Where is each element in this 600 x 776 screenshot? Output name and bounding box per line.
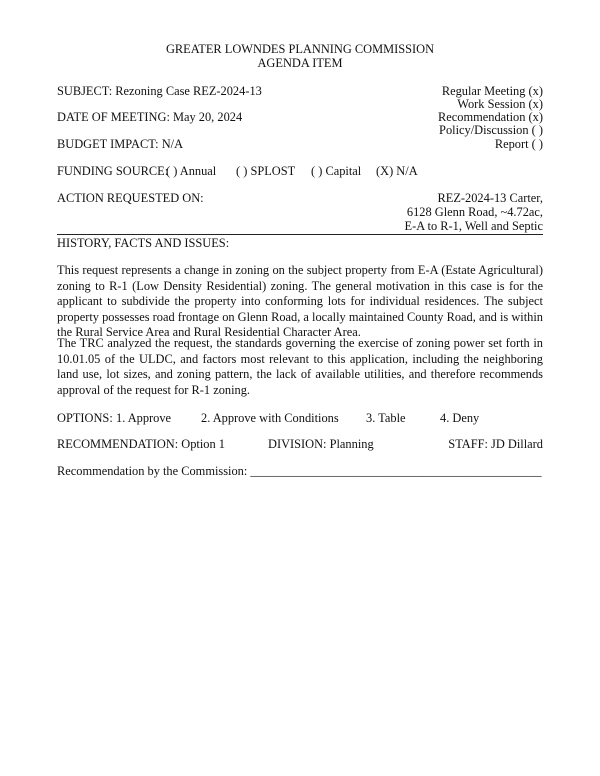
section-divider <box>57 234 543 235</box>
option-table: 3. Table <box>366 411 406 425</box>
staff: STAFF: JD Dillard <box>448 437 543 451</box>
history-heading: HISTORY, FACTS AND ISSUES: <box>57 236 230 250</box>
division: DIVISION: Planning <box>268 437 374 451</box>
option-deny: 4. Deny <box>440 411 480 425</box>
funding-source-label: FUNDING SOURCE: <box>57 164 169 178</box>
option-approve-with-conditions: 2. Approve with Conditions <box>201 411 339 425</box>
meeting-type-recommendation: Recommendation (x) <box>438 110 543 124</box>
option-approve: 1. Approve <box>116 411 172 425</box>
funding-option-splost: ( ) SPLOST <box>236 164 296 178</box>
meeting-type-report: Report ( ) <box>494 137 543 151</box>
commission-recommendation-line: Recommendation by the Commission: _______________________________________________ <box>57 464 542 478</box>
meeting-type-policy: Policy/Discussion ( ) <box>439 123 543 137</box>
recommendation: RECOMMENDATION: Option 1 <box>57 437 225 451</box>
history-paragraph-1: This request represents a change in zoning on the subject property from E-A (Estate Agricultural) zoning to R-1 (Low Density Residential) zoning. The general motivation in this case is for the applicant to subdivide the property into conforming lots for individual residences. The subject property possesses road frontage on Glenn Road, a locally maintained County Road, and is within the Rural Service Area and Rural Residential Character Area. <box>57 263 543 340</box>
action-requested-line-1: REZ-2024-13 Carter, <box>437 191 543 205</box>
options-label: OPTIONS: <box>57 411 113 425</box>
budget-impact: BUDGET IMPACT: N/A <box>57 137 184 151</box>
action-requested-line-3: E-A to R-1, Well and Septic <box>404 219 543 233</box>
history-paragraph-2: The TRC analyzed the request, the standards governing the exercise of zoning power set forth in 10.01.05 of the ULDC, and factors most relevant to this application, including the neighboring land use, lot sizes, and zoning pattern, the lack of available utilities, and therefore recommends approval of the request for R-1 zoning. <box>57 336 543 397</box>
action-requested-line-2: 6128 Glenn Road, ~4.72ac, <box>406 205 543 219</box>
meeting-type-work-session: Work Session (x) <box>457 97 543 111</box>
funding-option-na: (X) N/A <box>376 164 418 178</box>
header-title: GREATER LOWNDES PLANNING COMMISSION <box>165 42 435 56</box>
funding-option-capital: ( ) Capital <box>311 164 362 178</box>
header-subtitle: AGENDA ITEM <box>257 56 343 70</box>
subject-line: SUBJECT: Rezoning Case REZ-2024-13 <box>57 84 262 98</box>
date-of-meeting: DATE OF MEETING: May 20, 2024 <box>57 110 243 124</box>
funding-option-annual: ( ) Annual <box>166 164 217 178</box>
action-requested-label: ACTION REQUESTED ON: <box>57 191 204 205</box>
meeting-type-regular: Regular Meeting (x) <box>441 84 543 98</box>
